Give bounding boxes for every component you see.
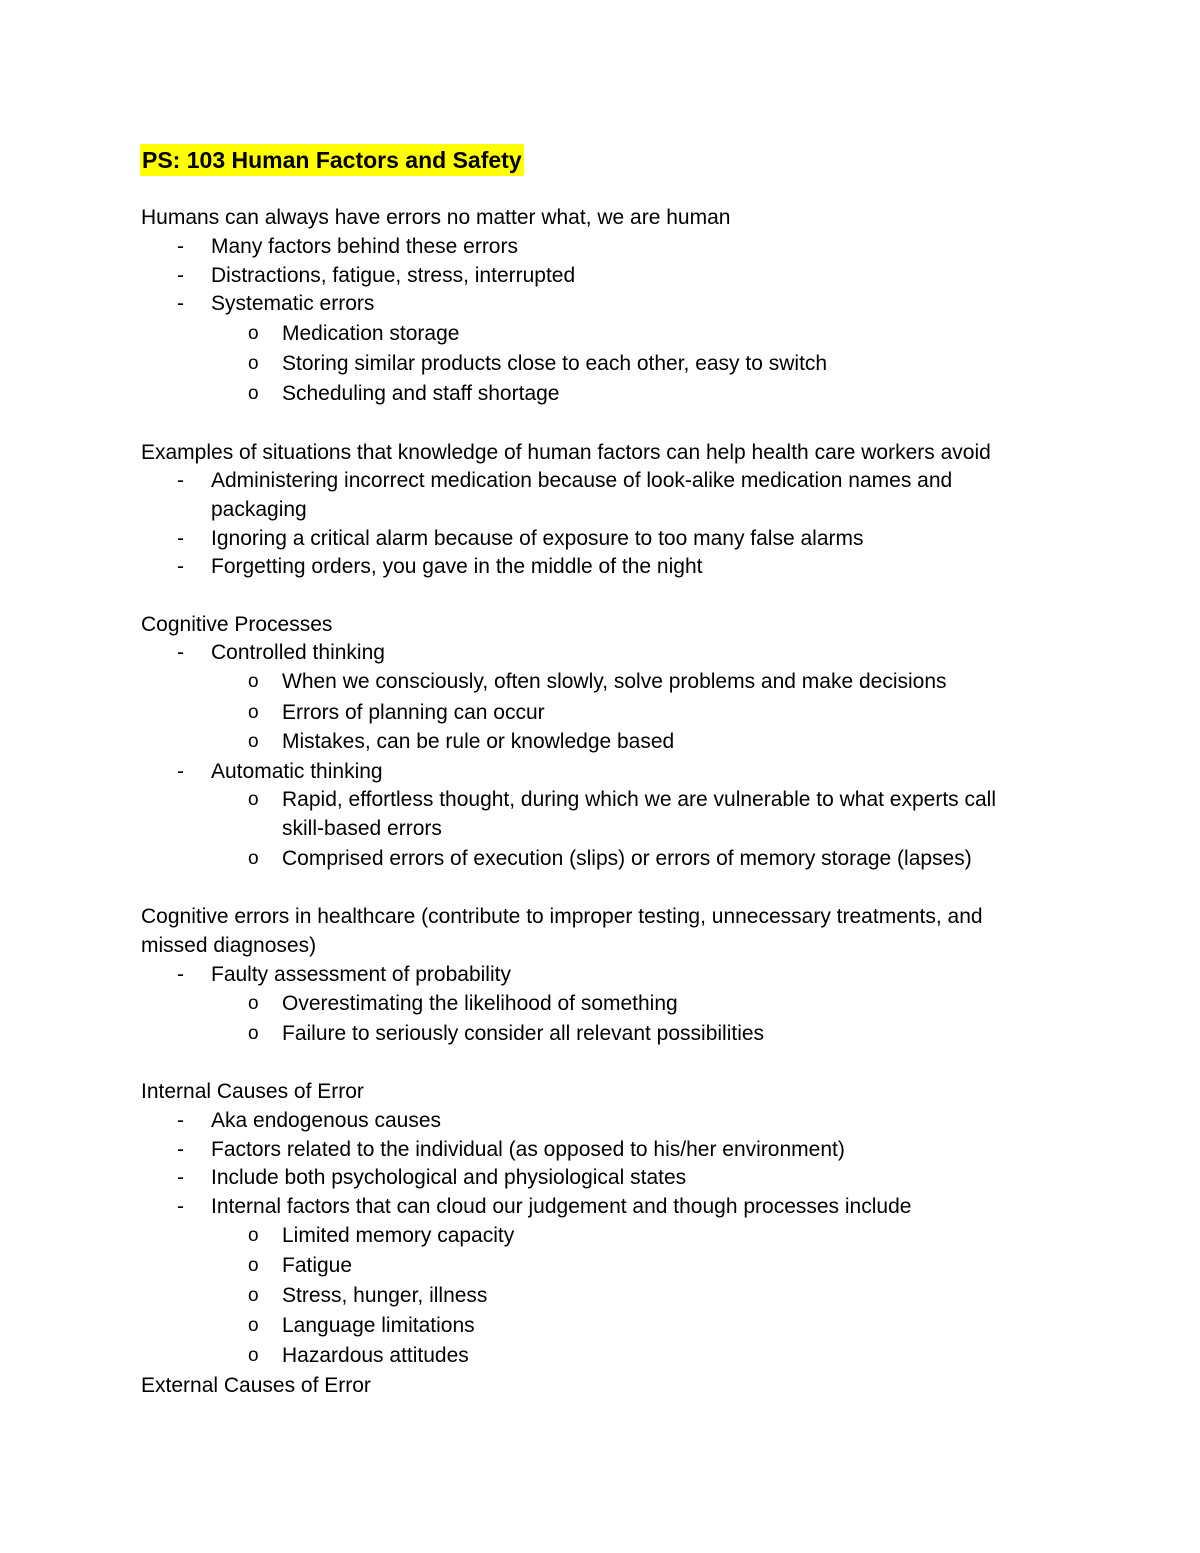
- bullet-text-continued: packaging: [211, 498, 307, 521]
- circle-bullet: o: [248, 1225, 259, 1246]
- dash-bullet: -: [177, 1109, 184, 1132]
- circle-bullet: o: [248, 323, 259, 344]
- bullet-text: Systematic errors: [211, 292, 375, 315]
- sub-bullet-text: Stress, hunger, illness: [282, 1284, 488, 1307]
- circle-bullet: o: [248, 383, 259, 404]
- circle-bullet: o: [248, 1345, 259, 1366]
- bullet-text: Include both psychological and physiological states: [211, 1166, 687, 1189]
- sub-bullet-text: Rapid, effortless thought, during which we are vulnerable to what experts call: [282, 788, 997, 811]
- section-heading-cognitive-errors: Cognitive errors in healthcare (contribute to improper testing, unnecessary treatments, and: [141, 905, 983, 928]
- bullet-text: Many factors behind these errors: [211, 235, 518, 258]
- sub-bullet-text: Limited memory capacity: [282, 1224, 515, 1247]
- dash-bullet: -: [177, 264, 184, 287]
- section-heading-examples: Examples of situations that knowledge of human factors can help health care workers avoid: [141, 441, 991, 464]
- dash-bullet: -: [177, 1138, 184, 1161]
- dash-bullet: -: [177, 1195, 184, 1218]
- circle-bullet: o: [248, 1023, 259, 1044]
- circle-bullet: o: [248, 702, 259, 723]
- circle-bullet: o: [248, 848, 259, 869]
- page-title: PS: 103 Human Factors and Safety: [140, 144, 524, 176]
- dash-bullet: -: [177, 760, 184, 783]
- bullet-text: Internal factors that can cloud our judgement and though processes include: [211, 1195, 912, 1218]
- bullet-text: Faulty assessment of probability: [211, 963, 511, 986]
- bullet-text: Administering incorrect medication because of look-alike medication names and: [211, 469, 953, 492]
- circle-bullet: o: [248, 1255, 259, 1276]
- bullet-text: Automatic thinking: [211, 760, 383, 783]
- section-heading-internal-causes: Internal Causes of Error: [141, 1080, 364, 1103]
- sub-bullet-text: Language limitations: [282, 1314, 475, 1337]
- bullet-text: Aka endogenous causes: [211, 1109, 442, 1132]
- bullet-text: Ignoring a critical alarm because of exposure to too many false alarms: [211, 527, 864, 550]
- sub-bullet-text: Mistakes, can be rule or knowledge based: [282, 730, 675, 753]
- section-heading-cognitive-processes: Cognitive Processes: [141, 613, 333, 636]
- dash-bullet: -: [177, 292, 184, 315]
- circle-bullet: o: [248, 1285, 259, 1306]
- circle-bullet: o: [248, 993, 259, 1014]
- section-heading-humans-errors: Humans can always have errors no matter what, we are human: [141, 206, 731, 229]
- dash-bullet: -: [177, 1166, 184, 1189]
- sub-bullet-text: Storing similar products close to each other, easy to switch: [282, 352, 828, 375]
- section-heading-external-causes: External Causes of Error: [141, 1374, 371, 1397]
- circle-bullet: o: [248, 671, 259, 692]
- circle-bullet: o: [248, 1315, 259, 1336]
- sub-bullet-text-continued: skill-based errors: [282, 817, 442, 840]
- dash-bullet: -: [177, 469, 184, 492]
- dash-bullet: -: [177, 527, 184, 550]
- sub-bullet-text: Failure to seriously consider all relevant possibilities: [282, 1022, 765, 1045]
- bullet-text: Controlled thinking: [211, 641, 385, 664]
- circle-bullet: o: [248, 353, 259, 374]
- bullet-text: Forgetting orders, you gave in the middle of the night: [211, 555, 703, 578]
- circle-bullet: o: [248, 731, 259, 752]
- sub-bullet-text: Fatigue: [282, 1254, 353, 1277]
- bullet-text: Distractions, fatigue, stress, interrupted: [211, 264, 576, 287]
- dash-bullet: -: [177, 963, 184, 986]
- section-heading-cognitive-errors-continued: missed diagnoses): [141, 934, 317, 957]
- sub-bullet-text: Scheduling and staff shortage: [282, 382, 560, 405]
- dash-bullet: -: [177, 235, 184, 258]
- sub-bullet-text: Overestimating the likelihood of something: [282, 992, 678, 1015]
- bullet-text: Factors related to the individual (as opposed to his/her environment): [211, 1138, 845, 1161]
- sub-bullet-text: Comprised errors of execution (slips) or errors of memory storage (lapses): [282, 847, 972, 870]
- sub-bullet-text: When we consciously, often slowly, solve problems and make decisions: [282, 670, 947, 693]
- dash-bullet: -: [177, 641, 184, 664]
- sub-bullet-text: Hazardous attitudes: [282, 1344, 469, 1367]
- circle-bullet: o: [248, 789, 259, 810]
- dash-bullet: -: [177, 555, 184, 578]
- sub-bullet-text: Medication storage: [282, 322, 460, 345]
- sub-bullet-text: Errors of planning can occur: [282, 701, 545, 724]
